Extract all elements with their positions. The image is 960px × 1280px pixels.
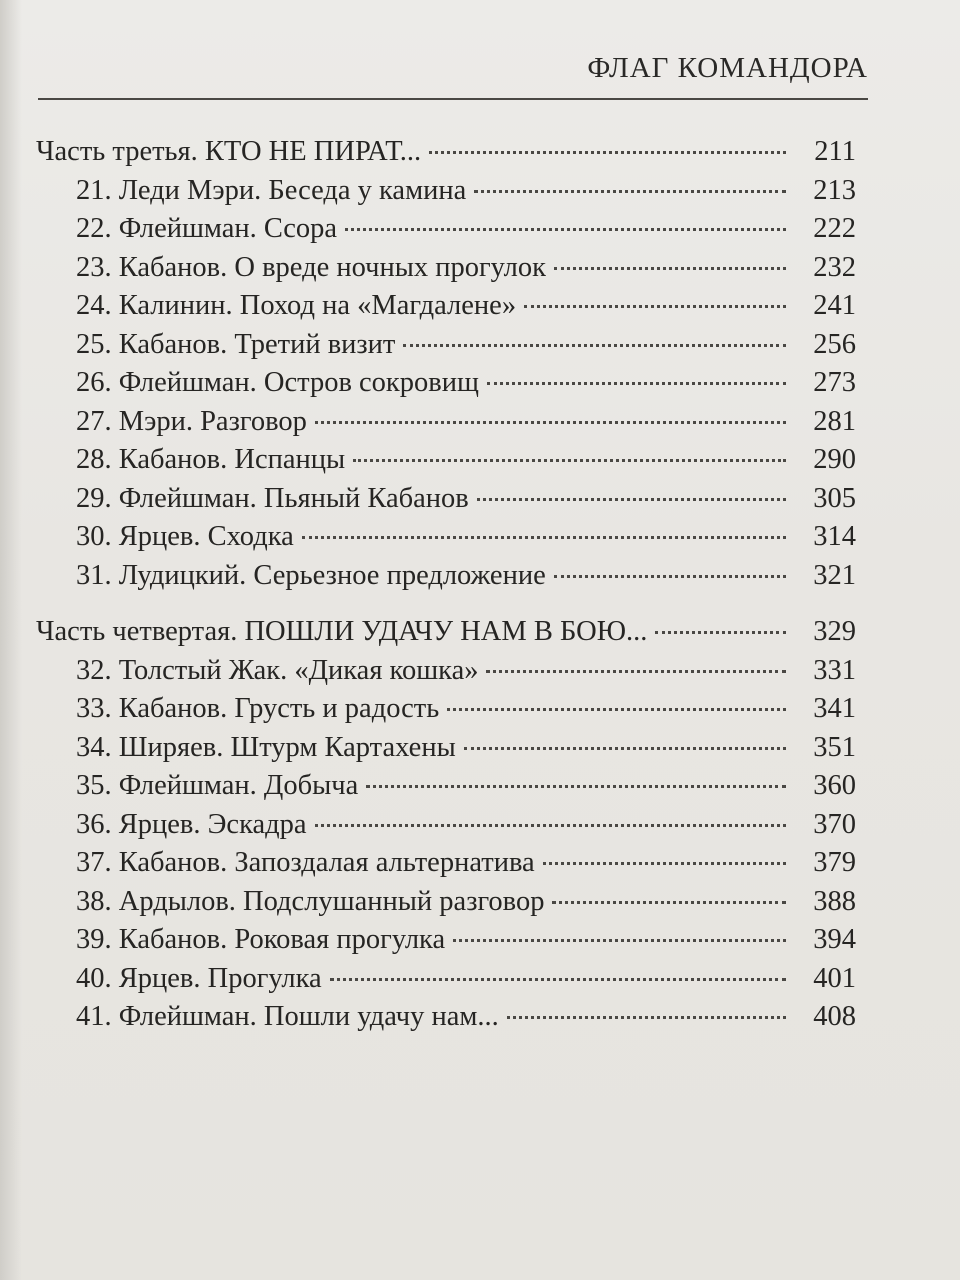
dot-leader [474,190,786,193]
chapter-title: 29. Флейшман. Пьяный Кабанов [76,482,469,514]
chapter-title: 23. Кабанов. О вреде ночных прогулок [76,251,546,283]
dot-leader [447,708,786,711]
chapter-title: 37. Кабанов. Запоздалая альтернатива [76,847,535,878]
page-number: 379 [813,847,856,878]
dot-leader [330,978,786,981]
table-of-contents [36,133,856,1055]
dot-leader [315,824,786,827]
dot-leader [315,421,786,424]
toc-chapter-21 [36,172,856,211]
page-number: 211 [814,136,856,167]
page-number: 408 [813,1001,856,1032]
page-number: 241 [813,290,856,321]
toc-chapter-30 [36,518,856,557]
dot-leader [543,862,786,865]
chapter-title: 24. Калинин. Поход на «Магдалене» [76,290,517,321]
toc-chapter-22 [36,210,856,249]
page-number: 329 [813,616,856,647]
page-number: 401 [813,962,856,994]
dot-leader [453,939,786,942]
dot-leader [524,305,786,308]
toc-chapter-23 [36,249,856,288]
dot-leader [403,344,786,347]
part-title: Часть четвертая. ПОШЛИ УДАЧУ НАМ В БОЮ... [36,616,648,647]
page-gutter-shadow [0,0,22,1280]
toc-chapter-25 [36,326,856,365]
page-number: 388 [813,885,856,917]
page-number: 213 [813,174,856,206]
dot-leader [477,498,786,501]
chapter-title: 39. Кабанов. Роковая прогулка [76,924,446,955]
toc-chapter-34 [36,729,856,768]
toc-chapter-27 [36,403,856,442]
chapter-title: 38. Ардылов. Подслушанный разговор [76,885,545,917]
chapter-title: 27. Мэри. Разговор [76,405,307,437]
running-head: ФЛАГ КОМАНДОРА [587,52,868,84]
header-rule [38,98,868,100]
page-number: 370 [813,808,856,840]
chapter-title: 41. Флейшман. Пошли удачу нам... [76,1001,499,1032]
toc-part-heading [36,613,856,652]
toc-chapter-35 [36,767,856,806]
page-number: 394 [813,924,856,955]
dot-leader [353,459,786,462]
toc-chapter-37 [36,844,856,883]
chapter-title: 32. Толстый Жак. «Дикая кошка» [76,654,479,686]
toc-chapter-29 [36,480,856,519]
chapter-title: 31. Лудицкий. Серьезное предложение [76,559,546,591]
page-number: 222 [813,213,856,244]
page-number: 321 [813,559,856,591]
toc-part-4 [36,613,856,1037]
toc-part-3 [36,133,856,595]
toc-chapter-38 [36,883,856,922]
chapter-title: 21. Леди Мэри. Беседа у камина [76,174,467,206]
dot-leader [554,575,786,578]
chapter-title: 28. Кабанов. Испанцы [76,444,346,475]
toc-chapter-26 [36,364,856,403]
chapter-title: 25. Кабанов. Третий визит [76,328,396,360]
dot-leader [486,670,786,673]
dot-leader [507,1016,786,1019]
toc-chapter-28 [36,441,856,480]
dot-leader [554,267,786,270]
dot-leader [302,536,786,539]
page-number: 351 [813,731,856,763]
page-number: 281 [813,405,856,437]
dot-leader [487,382,786,385]
dot-leader [345,228,786,231]
chapter-title: 40. Ярцев. Прогулка [76,962,322,994]
toc-chapter-41 [36,998,856,1037]
chapter-title: 26. Флейшман. Остров сокровищ [76,367,479,398]
page-number: 331 [813,654,856,686]
toc-chapter-36 [36,806,856,845]
page-number: 256 [813,328,856,360]
page-number: 273 [813,367,856,398]
chapter-title: 30. Ярцев. Сходка [76,521,294,552]
dot-leader [464,747,786,750]
page-number: 290 [813,444,856,475]
toc-chapter-32 [36,652,856,691]
page-number: 314 [813,521,856,552]
chapter-title: 22. Флейшман. Ссора [76,213,338,244]
toc-chapter-24 [36,287,856,326]
page-number: 232 [813,251,856,283]
page-number: 341 [813,693,856,724]
toc-chapter-40 [36,960,856,999]
dot-leader [429,151,786,154]
chapter-title: 36. Ярцев. Эскадра [76,808,307,840]
chapter-title: 34. Ширяев. Штурм Картахены [76,731,456,763]
dot-leader [655,631,786,634]
toc-chapter-33 [36,690,856,729]
toc-chapter-31 [36,557,856,596]
toc-part-heading [36,133,856,172]
part-title: Часть третья. КТО НЕ ПИРАТ... [36,136,422,167]
chapter-title: 33. Кабанов. Грусть и радость [76,693,440,724]
chapter-title: 35. Флейшман. Добыча [76,770,359,801]
dot-leader [552,901,786,904]
page-number: 305 [813,482,856,514]
toc-chapter-39 [36,921,856,960]
dot-leader [366,785,786,788]
page-number: 360 [813,770,856,801]
